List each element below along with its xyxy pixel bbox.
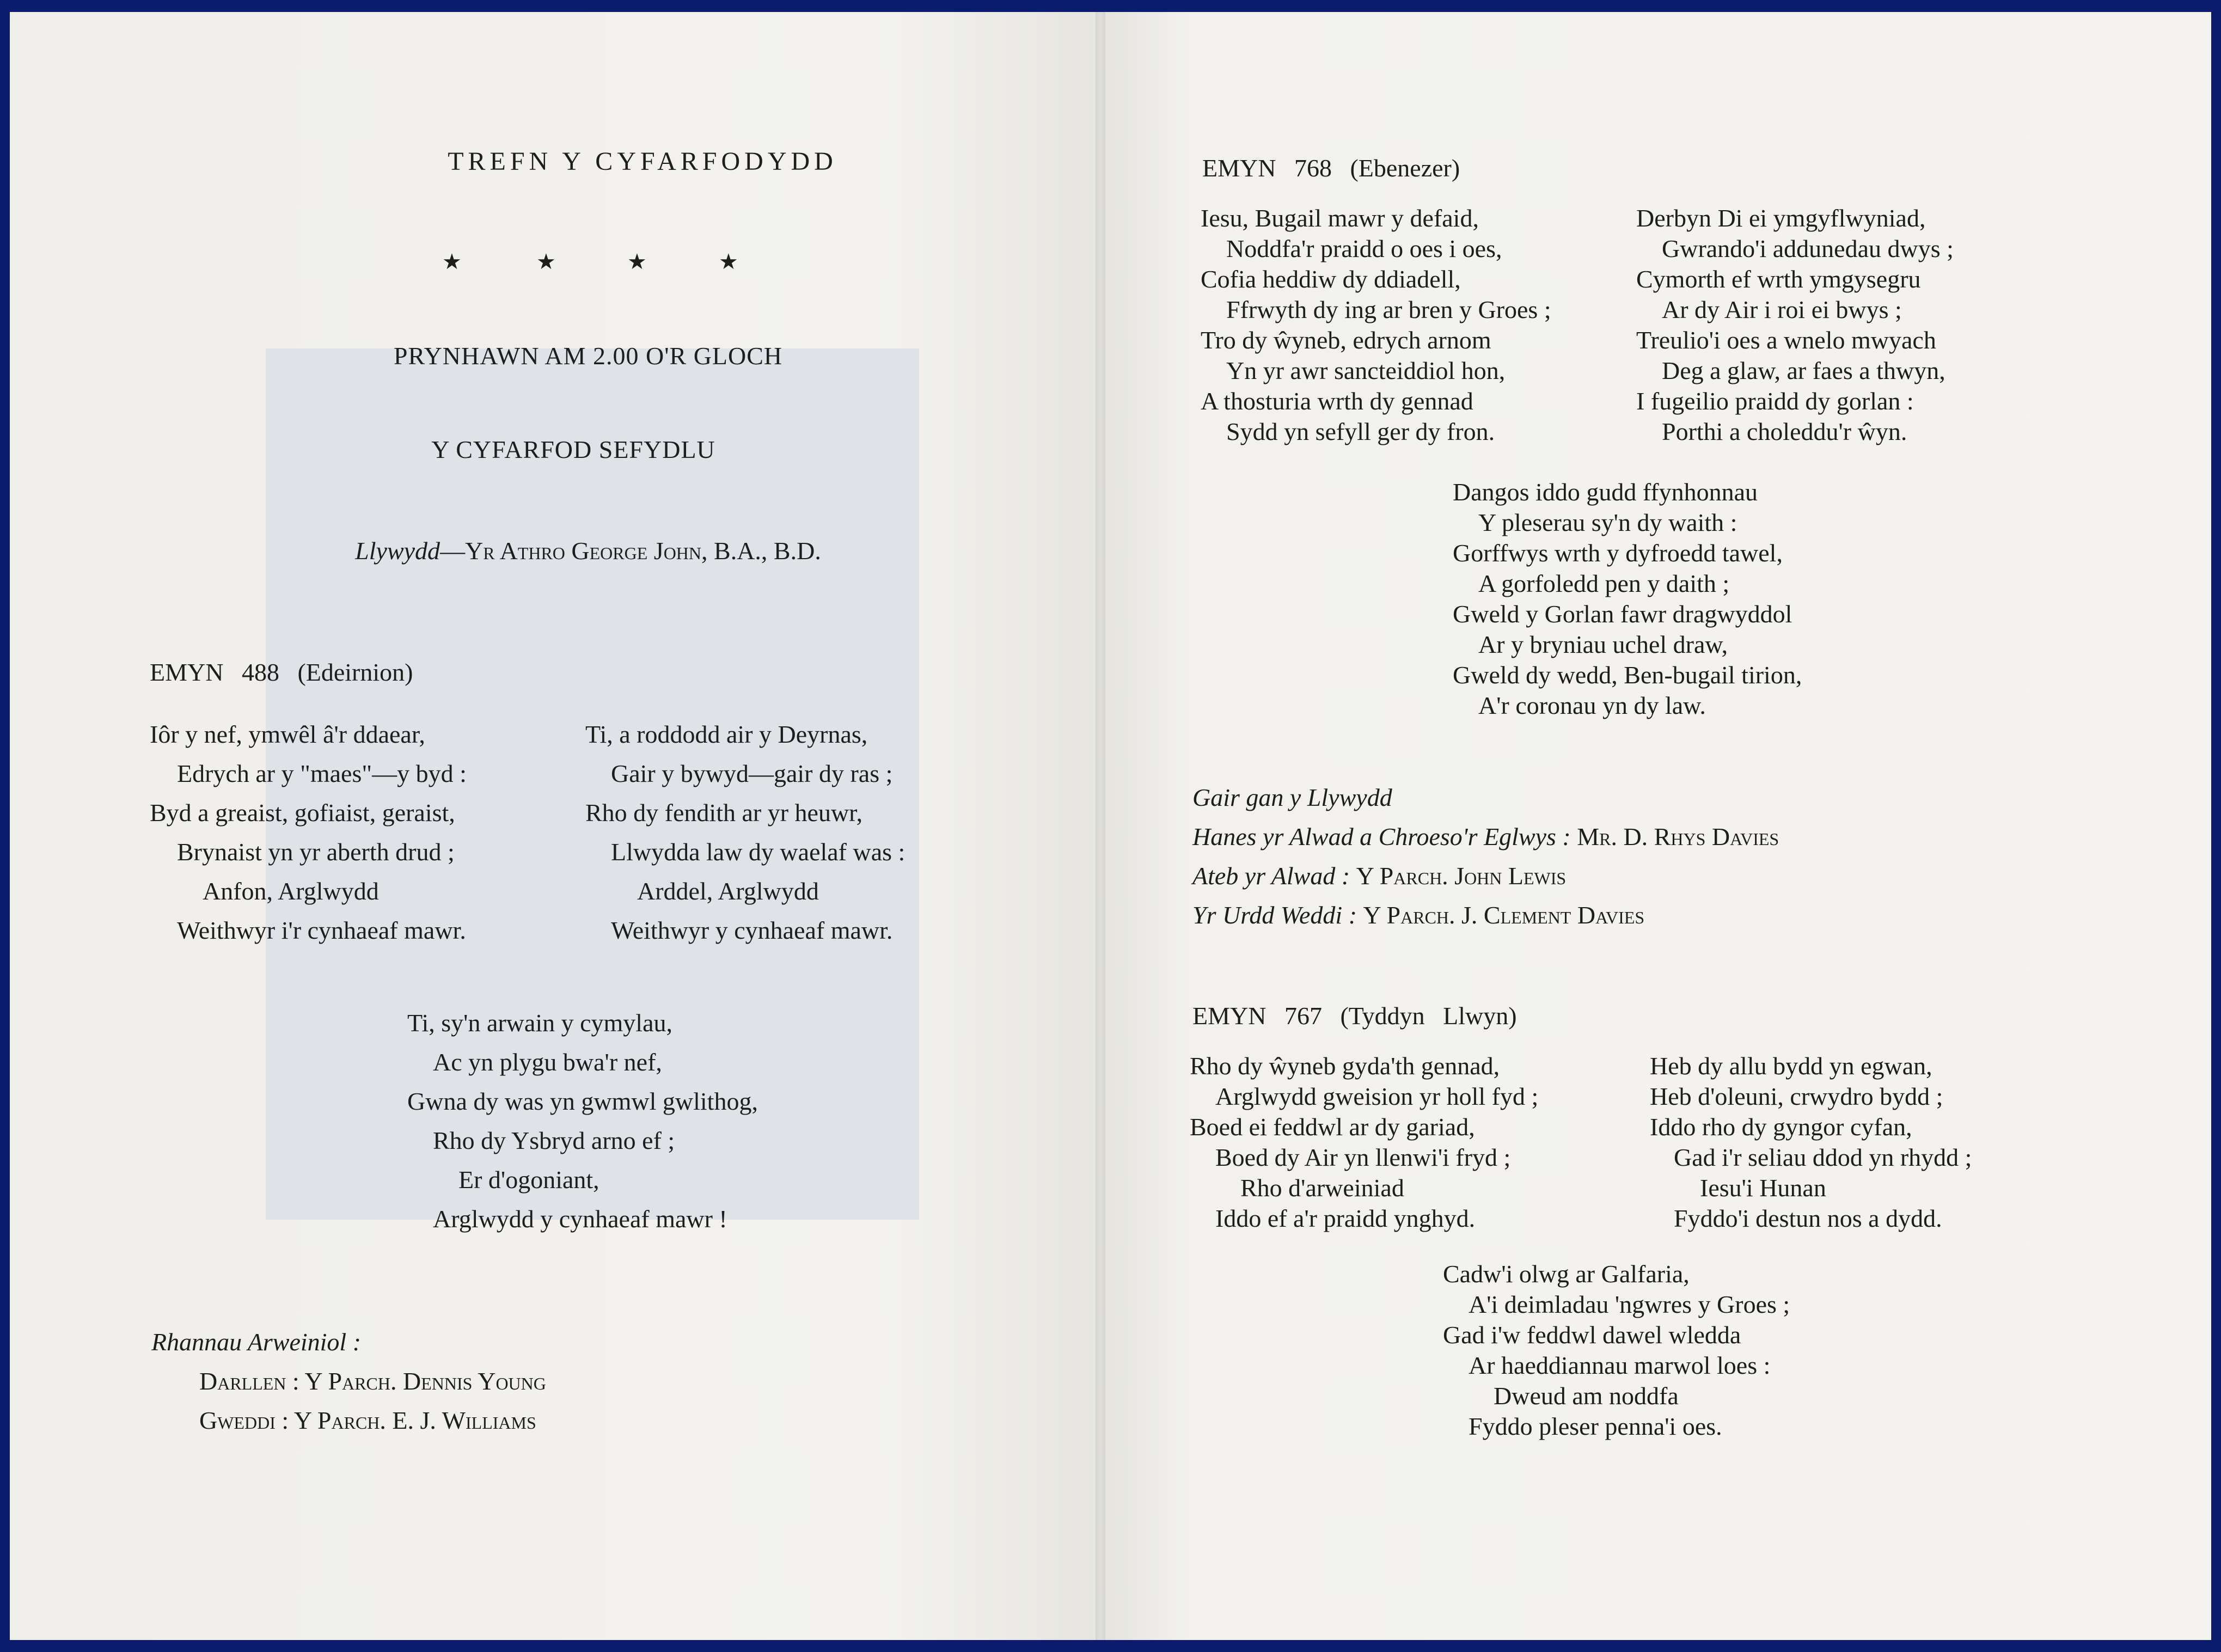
hymn-line: Tro dy ŵyneb, edrych arnom <box>1201 326 1491 354</box>
hymn-line: Derbyn Di ei ymgyflwyniad, <box>1636 204 1926 232</box>
reading-line: Darllen : Y Parch. Dennis Young <box>199 1367 546 1395</box>
prayer-line: Gweddi : Y Parch. E. J. Williams <box>199 1406 536 1434</box>
hymn-line: Fyddo pleser penna'i oes. <box>1469 1412 1722 1440</box>
hymn-line: Ar haeddiannau marwol loes : <box>1469 1351 1771 1379</box>
order-item: Ateb yr Alwad : Y Parch. John Lewis <box>1192 862 1567 890</box>
hymn-line: Iôr y nef, ymwêl â'r ddaear, <box>150 720 425 748</box>
hymn-line: Rho dy Ysbryd arno ef ; <box>433 1127 675 1154</box>
hymn-line: Ti, a roddodd air y Deyrnas, <box>585 720 868 748</box>
star-icon: ★ <box>627 249 647 274</box>
hymn-line: Iesu'i Hunan <box>1700 1174 1826 1202</box>
hymn-line: Arglwydd gweision yr holl fyd ; <box>1215 1082 1539 1110</box>
hymn-line: Boed ei feddwl ar dy gariad, <box>1190 1113 1475 1141</box>
hymn-line: I fugeilio praidd dy gorlan : <box>1636 387 1914 415</box>
hymn-line: Rho dy ŵyneb gyda'th gennad, <box>1190 1052 1500 1080</box>
hymn-line: Byd a greaist, gofiaist, geraist, <box>150 799 455 827</box>
order-item: Gair gan y Llywydd <box>1192 784 1392 811</box>
hymn-line: Iesu, Bugail mawr y defaid, <box>1201 204 1479 232</box>
hymn-line: Y pleserau sy'n dy waith : <box>1478 509 1737 536</box>
page-title: TREFN Y CYFARFODYDD <box>448 147 837 176</box>
hymn-line: Gweld dy wedd, Ben-bugail tirion, <box>1453 661 1802 689</box>
hymn-line: Ac yn plygu bwa'r nef, <box>433 1048 662 1076</box>
hymn-line: Dweud am noddfa <box>1494 1382 1679 1410</box>
hymn-line: Gwrando'i addunedau dwys ; <box>1662 235 1954 262</box>
hymn-line: Iddo ef a'r praidd ynghyd. <box>1215 1204 1476 1232</box>
hymn-line: Llwydda law dy waelaf was : <box>611 838 905 866</box>
hymn-line: Weithwyr i'r cynhaeaf mawr. <box>177 916 466 944</box>
hymn-line: Treulio'i oes a wnelo mwyach <box>1636 326 1936 354</box>
hymn-line: Yn yr awr sancteiddiol hon, <box>1226 357 1506 384</box>
hymn-line: Iddo rho dy gyngor cyfan, <box>1650 1113 1912 1141</box>
hymn-line: Arddel, Arglwydd <box>637 877 819 905</box>
hymn-heading: EMYN 488 (Edeirnion) <box>150 658 413 686</box>
hymn-line: Ar y bryniau uchel draw, <box>1478 631 1728 658</box>
hymn-line: Porthi a choleddu'r ŵyn. <box>1662 418 1907 445</box>
hymn-line: Gorffwys wrth y dyfroedd tawel, <box>1453 539 1783 567</box>
hymn-line: Er d'ogoniant, <box>458 1166 599 1194</box>
hymn-line: Heb dy allu bydd yn egwan, <box>1650 1052 1932 1080</box>
hymn-line: Arglwydd y cynhaeaf mawr ! <box>433 1205 727 1233</box>
hymn-line: Deg a glaw, ar faes a thwyn, <box>1662 357 1945 384</box>
hymn-line: Anfon, Arglwydd <box>203 877 379 905</box>
meeting-heading: Y CYFARFOD SEFYDLU <box>431 436 715 463</box>
chair-name: —Yr Athro George John, B.A., B.D. <box>440 537 821 565</box>
hymn-line: Cadw'i olwg ar Galfaria, <box>1443 1260 1690 1288</box>
hymn-line: Rho d'arweiniad <box>1240 1174 1404 1202</box>
hymn-line: Rho dy fendith ar yr heuwr, <box>585 799 863 827</box>
hymn-line: Gad i'w feddwl dawel wledda <box>1443 1321 1741 1349</box>
hymn-line: A gorfoledd pen y daith ; <box>1478 570 1730 597</box>
hymn-heading: EMYN 768 (Ebenezer) <box>1202 154 1460 182</box>
hymn-line: A'r coronau yn dy law. <box>1478 692 1706 719</box>
hymn-line: Dangos iddo gudd ffynhonnau <box>1453 478 1758 506</box>
chairman-line <box>355 535 821 567</box>
order-item: Hanes yr Alwad a Chroeso'r Eglwys : Mr. D. Rhys Davies <box>1192 823 1779 851</box>
order-item: Yr Urdd Weddi : Y Parch. J. Clement Davies <box>1192 901 1645 929</box>
hymn-line: A'i deimladau 'ngwres y Groes ; <box>1469 1290 1790 1318</box>
hymn-line: Heb d'oleuni, crwydro bydd ; <box>1650 1082 1943 1110</box>
hymn-line: A thosturia wrth dy gennad <box>1201 387 1473 415</box>
hymn-heading: EMYN 767 (Tyddyn Llwyn) <box>1192 1002 1517 1030</box>
hymn-line: Noddfa'r praidd o oes i oes, <box>1226 235 1502 262</box>
hymn-line: Fyddo'i destun nos a dydd. <box>1674 1204 1942 1232</box>
session-heading: PRYNHAWN AM 2.00 O'R GLOCH <box>393 342 783 370</box>
star-icon: ★ <box>536 249 556 274</box>
star-icon: ★ <box>719 249 738 274</box>
hymn-line: Brynaist yn yr aberth drud ; <box>177 838 455 866</box>
chair-label: Llywydd <box>355 537 440 565</box>
hymn-line: Ti, sy'n arwain y cymylau, <box>407 1009 672 1037</box>
hymn-line: Ar dy Air i roi ei bwys ; <box>1662 296 1902 323</box>
hymn-line: Boed dy Air yn llenwi'i fryd ; <box>1215 1143 1511 1171</box>
hymn-line: Cofia heddiw dy ddiadell, <box>1201 265 1461 293</box>
hymn-line: Gad i'r seliau ddod yn rhydd ; <box>1674 1143 1972 1171</box>
hymn-line: Sydd yn sefyll ger dy fron. <box>1226 418 1495 445</box>
hymn-line: Gwna dy was yn gwmwl gwlithog, <box>407 1087 758 1115</box>
hymn-line: Edrych ar y "maes"—y byd : <box>177 760 467 787</box>
hymn-line: Ffrwyth dy ing ar bren y Groes ; <box>1226 296 1551 323</box>
parts-label: Rhannau Arweiniol : <box>151 1328 362 1356</box>
spine-gutter <box>1096 12 1105 1640</box>
star-icon: ★ <box>442 249 462 274</box>
hymn-line: Gair y bywyd—gair dy ras ; <box>611 760 893 787</box>
hymn-line: Gweld y Gorlan fawr dragwyddol <box>1453 600 1792 628</box>
hymn-line: Weithwyr y cynhaeaf mawr. <box>611 916 893 944</box>
hymn-line: Cymorth ef wrth ymgysegru <box>1636 265 1921 293</box>
